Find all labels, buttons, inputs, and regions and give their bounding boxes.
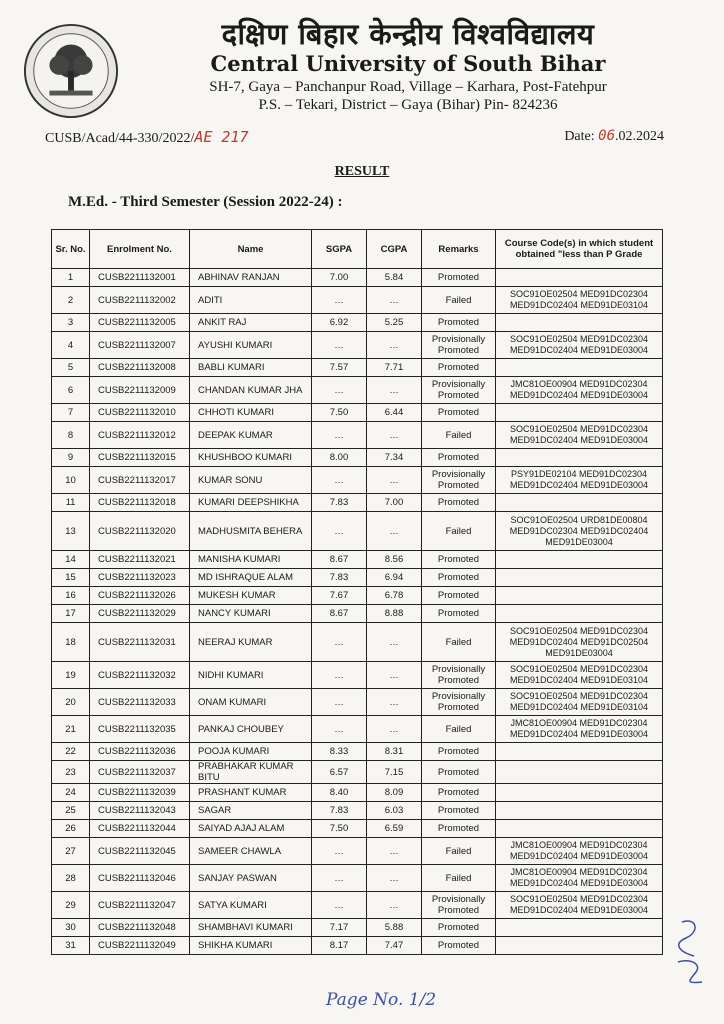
cell-course-codes: JMC81OE00904 MED91DC02304 MED91DC02404 MED91DE03004 (496, 865, 663, 892)
cell-cgpa: … (367, 623, 422, 662)
cell-sr-no: 3 (52, 314, 90, 332)
cell-remarks: Promoted (422, 784, 496, 802)
header-sgpa: SGPA (312, 230, 367, 269)
cell-sr-no: 30 (52, 919, 90, 937)
cell-enrolment-no: CUSB2211132017 (90, 467, 190, 494)
table-row (52, 422, 663, 449)
cell-cgpa: 7.00 (367, 494, 422, 512)
cell-sr-no: 22 (52, 743, 90, 761)
table-row (52, 761, 663, 784)
cell-name: POOJA KUMARI (190, 743, 312, 761)
cell-enrolment-no: CUSB2211132039 (90, 784, 190, 802)
table-row (52, 937, 663, 955)
cell-remarks: Promoted (422, 269, 496, 287)
cell-sgpa: 7.50 (312, 404, 367, 422)
date-rest: .02.2024 (615, 129, 664, 144)
cell-sr-no: 31 (52, 937, 90, 955)
cell-enrolment-no: CUSB2211132049 (90, 937, 190, 955)
table-row (52, 494, 663, 512)
cell-name: KHUSHBOO KUMARI (190, 449, 312, 467)
cell-cgpa: 7.71 (367, 359, 422, 377)
cell-sgpa: 7.50 (312, 820, 367, 838)
cell-sgpa: 7.83 (312, 569, 367, 587)
cell-cgpa: 8.88 (367, 605, 422, 623)
cell-cgpa: 5.88 (367, 919, 422, 937)
cell-remarks: Provisionally Promoted (422, 467, 496, 494)
cell-sgpa: 7.57 (312, 359, 367, 377)
cell-sgpa: … (312, 838, 367, 865)
cell-remarks: Promoted (422, 494, 496, 512)
cell-cgpa: … (367, 422, 422, 449)
cell-course-codes (496, 820, 663, 838)
cell-enrolment-no: CUSB2211132045 (90, 838, 190, 865)
cell-course-codes (496, 551, 663, 569)
cell-sr-no: 27 (52, 838, 90, 865)
cell-sr-no: 15 (52, 569, 90, 587)
cell-course-codes (496, 784, 663, 802)
cell-sgpa: … (312, 892, 367, 919)
cell-course-codes (496, 269, 663, 287)
cell-sgpa: 7.00 (312, 269, 367, 287)
cell-remarks: Failed (422, 512, 496, 551)
cell-course-codes: SOC91OE02504 MED91DC02304 MED91DC02404 MED91DE03104 (496, 662, 663, 689)
cell-cgpa: … (367, 865, 422, 892)
cell-enrolment-no: CUSB2211132037 (90, 761, 190, 784)
cell-name: CHANDAN KUMAR JHA (190, 377, 312, 404)
cell-name: AYUSHI KUMARI (190, 332, 312, 359)
cell-cgpa: 7.47 (367, 937, 422, 955)
result-heading: RESULT (334, 164, 390, 179)
cell-remarks: Provisionally Promoted (422, 332, 496, 359)
cell-sr-no: 2 (52, 287, 90, 314)
cell-enrolment-no: CUSB2211132043 (90, 802, 190, 820)
table-row (52, 377, 663, 404)
table-row (52, 743, 663, 761)
cell-remarks: Promoted (422, 359, 496, 377)
table-row (52, 587, 663, 605)
cell-name: NEERAJ KUMAR (190, 623, 312, 662)
table-header-row (52, 230, 663, 269)
cell-course-codes: JMC81OE00904 MED91DC02304 MED91DC02404 MED91DE03004 (496, 838, 663, 865)
cell-name: PRABHAKAR KUMAR BITU (190, 761, 312, 784)
table-row (52, 784, 663, 802)
cell-name: KUMARI DEEPSHIKHA (190, 494, 312, 512)
cell-name: ADITI (190, 287, 312, 314)
cell-cgpa: 6.03 (367, 802, 422, 820)
cell-course-codes (496, 359, 663, 377)
table-row (52, 865, 663, 892)
cell-cgpa: … (367, 716, 422, 743)
cell-enrolment-no: CUSB2211132029 (90, 605, 190, 623)
cell-course-codes (496, 761, 663, 784)
cell-sr-no: 6 (52, 377, 90, 404)
cell-cgpa: 6.59 (367, 820, 422, 838)
cell-name: NANCY KUMARI (190, 605, 312, 623)
cell-name: BABLI KUMARI (190, 359, 312, 377)
cell-course-codes (496, 605, 663, 623)
page-number-handwritten: Page No. 1/2 (326, 990, 437, 1010)
cell-cgpa: 5.84 (367, 269, 422, 287)
cell-cgpa: 8.09 (367, 784, 422, 802)
cell-name: SAGAR (190, 802, 312, 820)
result-table (51, 229, 663, 955)
reference-handwritten: AE 217 (194, 128, 249, 146)
cell-cgpa: … (367, 377, 422, 404)
cell-cgpa: 8.31 (367, 743, 422, 761)
cell-sr-no: 16 (52, 587, 90, 605)
cell-cgpa: … (367, 332, 422, 359)
cell-remarks: Promoted (422, 449, 496, 467)
cell-sr-no: 5 (52, 359, 90, 377)
cell-sr-no: 9 (52, 449, 90, 467)
table-row (52, 838, 663, 865)
cell-course-codes (496, 449, 663, 467)
cell-cgpa: … (367, 838, 422, 865)
cell-sgpa: … (312, 377, 367, 404)
cell-enrolment-no: CUSB2211132047 (90, 892, 190, 919)
cell-sr-no: 21 (52, 716, 90, 743)
cell-cgpa: … (367, 689, 422, 716)
cell-course-codes: SOC91OE02504 MED91DC02304 MED91DC02404 MED91DE03104 (496, 287, 663, 314)
table-row (52, 689, 663, 716)
cell-enrolment-no: CUSB2211132048 (90, 919, 190, 937)
cell-cgpa: … (367, 287, 422, 314)
cell-enrolment-no: CUSB2211132001 (90, 269, 190, 287)
cell-course-codes: PSY91DE02104 MED91DC02304 MED91DC02404 MED91DE03004 (496, 467, 663, 494)
cell-course-codes (496, 587, 663, 605)
cell-name: ONAM KUMARI (190, 689, 312, 716)
cell-name: SANJAY PASWAN (190, 865, 312, 892)
cell-sgpa: … (312, 422, 367, 449)
cell-course-codes (496, 743, 663, 761)
cell-sgpa: 8.67 (312, 551, 367, 569)
cell-enrolment-no: CUSB2211132008 (90, 359, 190, 377)
table-row (52, 716, 663, 743)
cell-cgpa: 6.94 (367, 569, 422, 587)
cell-name: SHIKHA KUMARI (190, 937, 312, 955)
cell-sr-no: 24 (52, 784, 90, 802)
cell-sgpa: 7.67 (312, 587, 367, 605)
cell-remarks: Promoted (422, 587, 496, 605)
cell-sgpa: 7.17 (312, 919, 367, 937)
cell-remarks: Promoted (422, 605, 496, 623)
cell-remarks: Promoted (422, 551, 496, 569)
cell-sgpa: … (312, 623, 367, 662)
table-body (52, 269, 663, 955)
cell-enrolment-no: CUSB2211132035 (90, 716, 190, 743)
cell-sgpa: … (312, 865, 367, 892)
cell-sr-no: 8 (52, 422, 90, 449)
table-row (52, 605, 663, 623)
cell-name: SHAMBHAVI KUMARI (190, 919, 312, 937)
cell-sr-no: 11 (52, 494, 90, 512)
cell-enrolment-no: CUSB2211132044 (90, 820, 190, 838)
cell-sr-no: 25 (52, 802, 90, 820)
cell-course-codes (496, 802, 663, 820)
cell-course-codes (496, 314, 663, 332)
cell-name: DEEPAK KUMAR (190, 422, 312, 449)
table-row (52, 269, 663, 287)
cell-sgpa: 8.67 (312, 605, 367, 623)
cell-enrolment-no: CUSB2211132033 (90, 689, 190, 716)
cell-enrolment-no: CUSB2211132046 (90, 865, 190, 892)
cell-cgpa: 7.15 (367, 761, 422, 784)
cell-enrolment-no: CUSB2211132023 (90, 569, 190, 587)
cell-cgpa: … (367, 662, 422, 689)
cell-course-codes: JMC81OE00904 MED91DC02304 MED91DC02404 MED91DE03004 (496, 716, 663, 743)
cell-remarks: Provisionally Promoted (422, 892, 496, 919)
cell-enrolment-no: CUSB2211132031 (90, 623, 190, 662)
cell-enrolment-no: CUSB2211132012 (90, 422, 190, 449)
table-row (52, 551, 663, 569)
cell-sr-no: 29 (52, 892, 90, 919)
cell-sr-no: 14 (52, 551, 90, 569)
cell-course-codes (496, 937, 663, 955)
cell-cgpa: 5.25 (367, 314, 422, 332)
cell-sgpa: 8.17 (312, 937, 367, 955)
university-logo (22, 22, 120, 120)
table-row (52, 662, 663, 689)
cell-course-codes (496, 404, 663, 422)
cell-sr-no: 1 (52, 269, 90, 287)
table-row (52, 359, 663, 377)
cell-name: ABHINAV RANJAN (190, 269, 312, 287)
cell-sr-no: 4 (52, 332, 90, 359)
table-row (52, 569, 663, 587)
cell-enrolment-no: CUSB2211132009 (90, 377, 190, 404)
cell-remarks: Promoted (422, 314, 496, 332)
cell-name: PRASHANT KUMAR (190, 784, 312, 802)
cell-name: SATYA KUMARI (190, 892, 312, 919)
cell-course-codes: SOC91OE02504 MED91DC02304 MED91DC02404 MED91DE03004 (496, 332, 663, 359)
cell-course-codes: SOC91OE02504 URD81DE00804 MED91DC02304 MED91DC02404 MED91DE03004 (496, 512, 663, 551)
cell-enrolment-no: CUSB2211132036 (90, 743, 190, 761)
cell-cgpa: … (367, 892, 422, 919)
table-row (52, 892, 663, 919)
cell-course-codes: SOC91OE02504 MED91DC02304 MED91DC02404 MED91DC02504 MED91DE03004 (496, 623, 663, 662)
cell-name: MANISHA KUMARI (190, 551, 312, 569)
cell-sr-no: 26 (52, 820, 90, 838)
cell-remarks: Provisionally Promoted (422, 689, 496, 716)
cell-name: PANKAJ CHOUBEY (190, 716, 312, 743)
handwritten-signature (672, 912, 712, 992)
cell-sr-no: 7 (52, 404, 90, 422)
semester-subheading: M.Ed. - Third Semester (Session 2022-24) : (68, 194, 343, 210)
cell-remarks: Failed (422, 422, 496, 449)
cell-course-codes (496, 569, 663, 587)
address-line-1: SH-7, Gaya – Panchanpur Road, Village – Karhara, Post-Fatehpur (209, 79, 607, 95)
table-row (52, 802, 663, 820)
cell-name: CHHOTI KUMARI (190, 404, 312, 422)
cell-remarks: Failed (422, 287, 496, 314)
cell-course-codes (496, 919, 663, 937)
cell-enrolment-no: CUSB2211132020 (90, 512, 190, 551)
cell-sgpa: … (312, 467, 367, 494)
cell-course-codes (496, 494, 663, 512)
cell-course-codes: SOC91OE02504 MED91DC02304 MED91DC02404 MED91DE03104 (496, 689, 663, 716)
cell-sgpa: 7.83 (312, 494, 367, 512)
header-remarks: Remarks (422, 230, 496, 269)
cell-sr-no: 18 (52, 623, 90, 662)
cell-enrolment-no: CUSB2211132021 (90, 551, 190, 569)
cell-sgpa: 7.83 (312, 802, 367, 820)
cell-name: SAMEER CHAWLA (190, 838, 312, 865)
cell-remarks: Failed (422, 865, 496, 892)
header-sr-no: Sr. No. (52, 230, 90, 269)
cell-enrolment-no: CUSB2211132015 (90, 449, 190, 467)
cell-sr-no: 23 (52, 761, 90, 784)
table-row (52, 467, 663, 494)
cell-remarks: Provisionally Promoted (422, 662, 496, 689)
cell-name: SAIYAD AJAJ ALAM (190, 820, 312, 838)
cell-sgpa: 8.00 (312, 449, 367, 467)
cell-sr-no: 20 (52, 689, 90, 716)
cell-remarks: Failed (422, 716, 496, 743)
cell-remarks: Promoted (422, 820, 496, 838)
cell-sgpa: … (312, 662, 367, 689)
university-english-name: Central University of South Bihar (210, 51, 606, 76)
cell-remarks: Provisionally Promoted (422, 377, 496, 404)
cell-remarks: Promoted (422, 919, 496, 937)
cell-sgpa: … (312, 689, 367, 716)
cell-remarks: Failed (422, 838, 496, 865)
cell-name: MUKESH KUMAR (190, 587, 312, 605)
cell-cgpa: 8.56 (367, 551, 422, 569)
cell-sr-no: 13 (52, 512, 90, 551)
cell-cgpa: … (367, 467, 422, 494)
cell-course-codes: SOC91OE02504 MED91DC02304 MED91DC02404 MED91DE03004 (496, 422, 663, 449)
cell-name: NIDHI KUMARI (190, 662, 312, 689)
table-row (52, 919, 663, 937)
cell-sgpa: … (312, 716, 367, 743)
cell-cgpa: … (367, 512, 422, 551)
table-row (52, 449, 663, 467)
university-hindi-name: दक्षिण बिहार केन्द्रीय विश्वविद्यालय (221, 17, 595, 51)
table-row (52, 332, 663, 359)
header-course-codes: Course Code(s) in which student obtained "less than P Grade (496, 230, 663, 269)
cell-sr-no: 28 (52, 865, 90, 892)
cell-enrolment-no: CUSB2211132010 (90, 404, 190, 422)
cell-enrolment-no: CUSB2211132005 (90, 314, 190, 332)
cell-cgpa: 7.34 (367, 449, 422, 467)
table-row (52, 820, 663, 838)
table-row (52, 287, 663, 314)
header-cgpa: CGPA (367, 230, 422, 269)
result-heading-wrap (0, 160, 724, 180)
cell-remarks: Promoted (422, 569, 496, 587)
cell-sr-no: 17 (52, 605, 90, 623)
reference-number (45, 128, 249, 147)
cell-remarks: Failed (422, 623, 496, 662)
cell-sgpa: … (312, 287, 367, 314)
reference-prefix: CUSB/Acad/44-330/2022/ (45, 131, 195, 146)
cell-sgpa: 6.92 (312, 314, 367, 332)
address-line-2: P.S. – Tekari, District – Gaya (Bihar) Pin- 824236 (258, 97, 558, 113)
cell-remarks: Promoted (422, 802, 496, 820)
cell-enrolment-no: CUSB2211132032 (90, 662, 190, 689)
cell-enrolment-no: CUSB2211132002 (90, 287, 190, 314)
cell-course-codes: SOC91OE02504 MED91DC02304 MED91DC02404 MED91DE03004 (496, 892, 663, 919)
cell-name: MD ISHRAQUE ALAM (190, 569, 312, 587)
cell-remarks: Promoted (422, 937, 496, 955)
cell-name: KUMAR SONU (190, 467, 312, 494)
cell-name: ANKIT RAJ (190, 314, 312, 332)
cell-sgpa: 8.40 (312, 784, 367, 802)
date-label: Date: (564, 129, 599, 144)
cell-sr-no: 10 (52, 467, 90, 494)
cell-enrolment-no: CUSB2211132026 (90, 587, 190, 605)
cell-cgpa: 6.44 (367, 404, 422, 422)
date-day-handwritten: 06 (598, 128, 615, 144)
cell-sgpa: … (312, 332, 367, 359)
cell-sgpa: … (312, 512, 367, 551)
header-name: Name (190, 230, 312, 269)
document-date (564, 128, 664, 145)
cell-name: MADHUSMITA BEHERA (190, 512, 312, 551)
cell-sgpa: 8.33 (312, 743, 367, 761)
cell-course-codes: JMC81OE00904 MED91DC02304 MED91DC02404 MED91DE03004 (496, 377, 663, 404)
cell-enrolment-no: CUSB2211132018 (90, 494, 190, 512)
cell-remarks: Promoted (422, 743, 496, 761)
cell-remarks: Promoted (422, 404, 496, 422)
table-row (52, 512, 663, 551)
cell-sgpa: 6.57 (312, 761, 367, 784)
cell-sr-no: 19 (52, 662, 90, 689)
header-enrolment-no: Enrolment No. (90, 230, 190, 269)
cell-remarks: Promoted (422, 761, 496, 784)
table-row (52, 623, 663, 662)
cell-enrolment-no: CUSB2211132007 (90, 332, 190, 359)
cell-cgpa: 6.78 (367, 587, 422, 605)
table-row (52, 404, 663, 422)
table-row (52, 314, 663, 332)
